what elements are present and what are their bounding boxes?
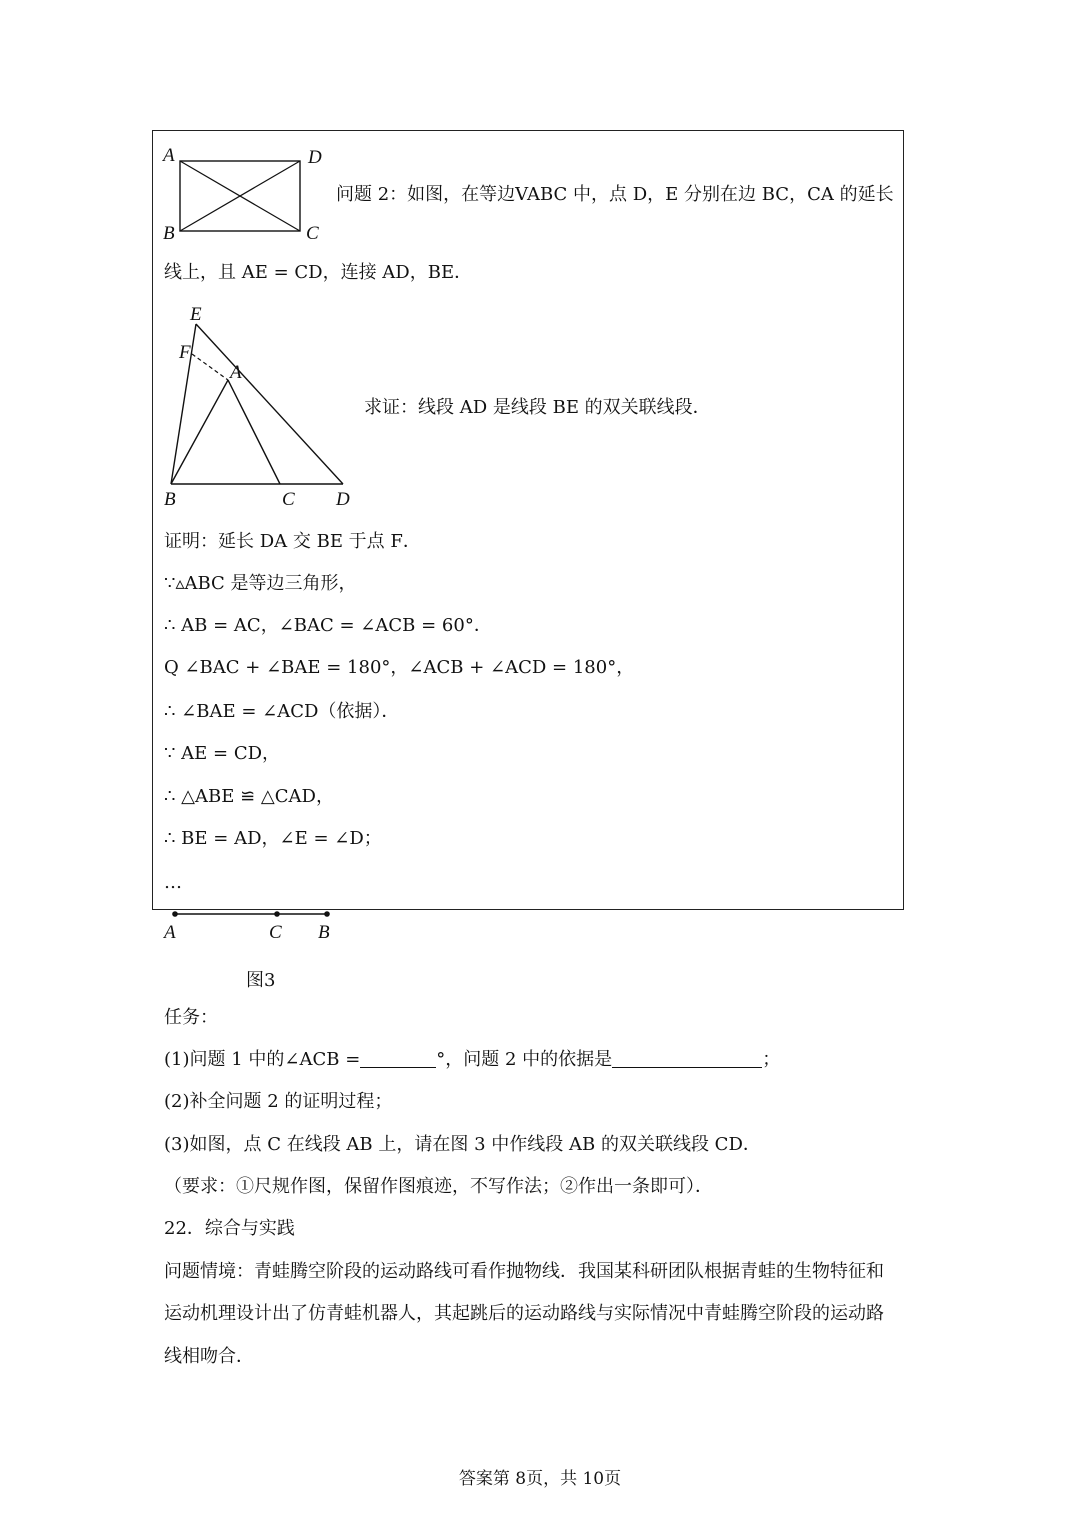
problem2-line2: 线上，且 AE = CD，连接 AD，BE． [164, 262, 473, 283]
prove-statement: 求证：线段 AD 是线段 BE 的双关联线段． [364, 397, 711, 418]
proof-line: ∴ BE = AD，∠E = ∠D； [164, 828, 382, 849]
rectangle-figure [160, 145, 330, 245]
label-f: F [179, 342, 191, 363]
figure3-caption: 图3 [246, 970, 276, 991]
label-d: D [308, 147, 322, 168]
point-c [274, 911, 280, 917]
task-3-requirement: （要求：①尺规作图，保留作图痕迹，不写作法；②作出一条即可）． [164, 1176, 713, 1197]
segment-figure [160, 905, 350, 950]
label-a: A [163, 145, 175, 166]
label-a: A [164, 922, 176, 943]
label-c: C [282, 489, 295, 510]
q22-paragraph-line: 运动机理设计出了仿青蛙机器人，其起跳后的运动路线与实际情况中青蛙腾空阶段的运动路 [164, 1303, 884, 1324]
label-c: C [306, 223, 319, 244]
proof-line: ∴ ∠BAE = ∠ACD（依据）． [164, 701, 400, 722]
label-b: B [318, 922, 330, 943]
blank-basis[interactable] [612, 1049, 762, 1068]
label-a: A [230, 362, 242, 383]
proof-line: ∴ △ABE ≌ △CAD， [164, 786, 334, 807]
label-b: B [163, 223, 175, 244]
task-3: (3)如图，点 C 在线段 AB 上，请在图 3 中作线段 AB 的双关联线段 CD． [164, 1134, 761, 1155]
proof-line: 证明：延长 DA 交 BE 于点 F． [164, 531, 421, 552]
line-ac [228, 380, 280, 484]
label-e: E [190, 304, 202, 325]
proof-line: ∴ AB = AC，∠BAC = ∠ACB = 60°． [164, 615, 492, 636]
point-a [172, 911, 178, 917]
proof-line: … [164, 872, 182, 893]
point-b [324, 911, 330, 917]
q22-paragraph-line: 线相吻合． [164, 1346, 254, 1367]
proof-line: ∵▵ABC 是等边三角形， [164, 573, 357, 594]
tasks-heading: 任务： [164, 1007, 218, 1028]
task-1-prefix: (1)问题 1 中的∠ACB = [164, 1049, 361, 1070]
label-c: C [269, 922, 282, 943]
line-ed [196, 324, 343, 484]
task-1-end: ； [762, 1049, 781, 1070]
task-1 [164, 1049, 780, 1071]
triangle-figure [160, 300, 360, 510]
problem2-line1: 问题 2：如图，在等边VABC 中，点 D，E 分别在边 BC，CA 的延长 [336, 184, 894, 205]
proof-line: ∵ AE = CD， [164, 743, 281, 764]
proof-line: Q ∠BAC + ∠BAE = 180°，∠ACB + ∠ACD = 180°， [164, 657, 635, 678]
label-b: B [164, 489, 176, 510]
dashed-af [192, 354, 228, 380]
page-footer: 答案第 8页，共 10页 [458, 1469, 622, 1489]
task-1-middle: °，问题 2 中的依据是 [436, 1049, 613, 1070]
label-d: D [336, 489, 350, 510]
q22-paragraph-line: 问题情境：青蛙腾空阶段的运动路线可看作抛物线．我国某科研团队根据青蛙的生物特征和 [164, 1261, 884, 1282]
task-2: (2)补全问题 2 的证明过程； [164, 1091, 393, 1112]
q22-title: 22．综合与实践 [164, 1218, 295, 1239]
blank-angle[interactable] [360, 1049, 436, 1068]
